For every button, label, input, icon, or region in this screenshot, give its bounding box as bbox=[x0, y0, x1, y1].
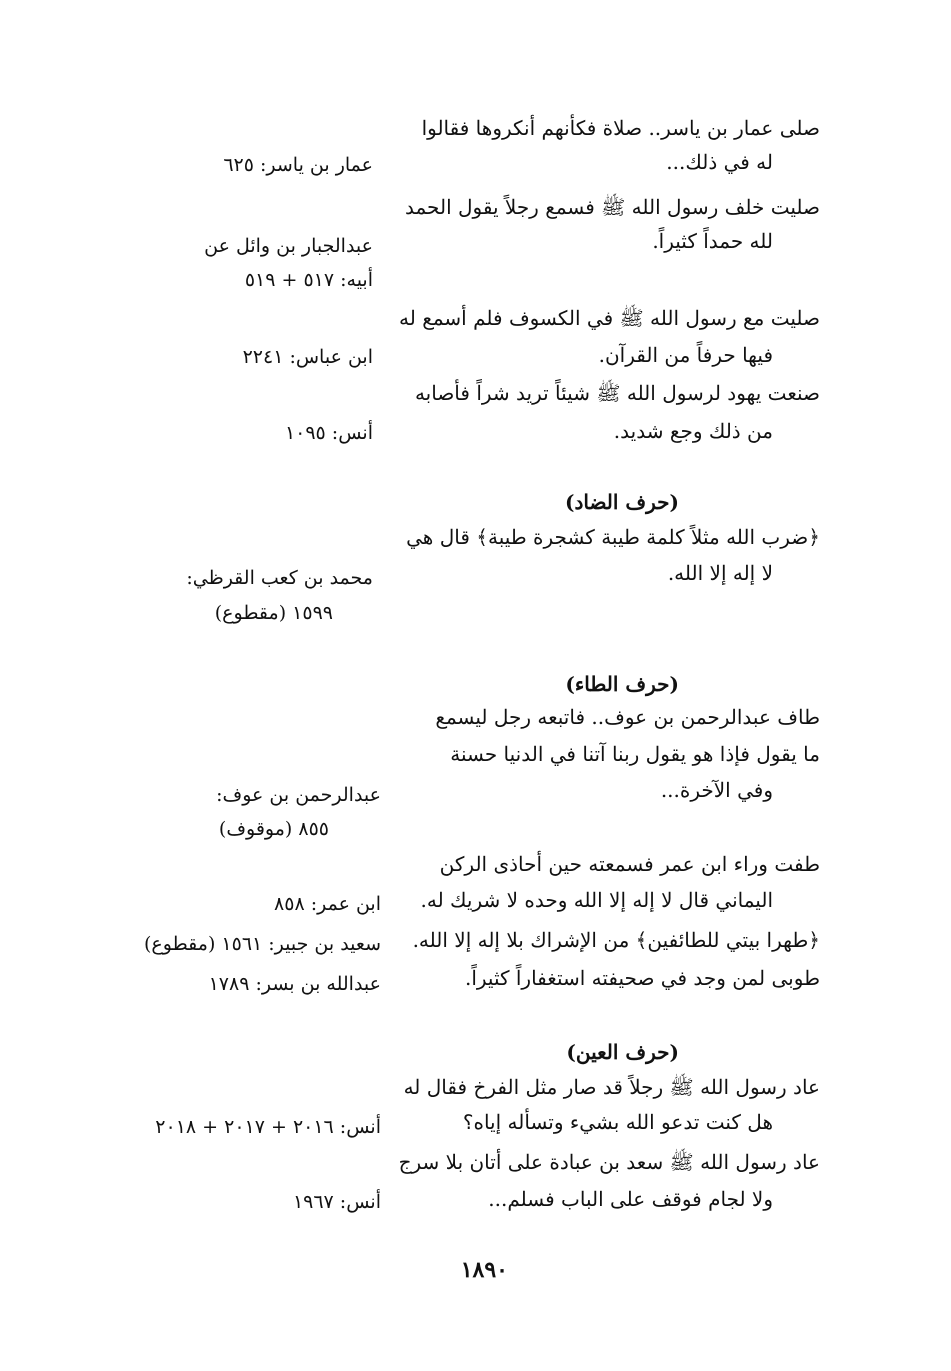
reference-note: ١٥٩٩ (مقطوع) bbox=[214, 602, 333, 624]
reference-note: عبدالرحمن بن عوف: bbox=[216, 784, 381, 806]
reference-note: عبدالجبار بن وائل عن bbox=[204, 235, 373, 257]
section-heading: (حرف العين) bbox=[566, 1040, 679, 1064]
reference-note: عبدالله بن بسر: ١٧٨٩ bbox=[208, 973, 381, 995]
entry-line: اليماني قال لا إله إلا الله وحده لا شريك له. bbox=[420, 888, 773, 912]
entry-line: عاد رسول الله ﷺ رجلاً قد صار مثل الفرخ فقال له bbox=[403, 1075, 820, 1099]
entry-line: صلى عمار بن ياسر.. صلاة فكأنهم أنكروها فقالوا bbox=[421, 116, 820, 140]
entry-line: من ذلك وجع شديد. bbox=[613, 419, 773, 443]
entry-line: لا إله إلا الله. bbox=[667, 561, 773, 585]
reference-note: عمار بن ياسر: ٦٢٥ bbox=[223, 154, 373, 176]
entry-line: ﴿طهرا بيتي للطائفين﴾ من الإشراك بلا إله إلا الله. bbox=[412, 928, 820, 952]
entry-line: طفت وراء ابن عمر فسمعته حين أحاذى الركن bbox=[439, 852, 820, 876]
entry-line: وفي الآخرة... bbox=[660, 778, 773, 802]
reference-note: سعيد بن جبير: ١٥٦١ (مقطوع) bbox=[144, 933, 381, 955]
entry-line: صليت مع رسول الله ﷺ في الكسوف فلم أسمع له bbox=[399, 306, 820, 330]
entry-line: صنعت يهود لرسول الله ﷺ شيئاً تريد شراً فأصابه bbox=[414, 381, 820, 405]
entry-line: ما يقول فإذا هو يقول ربنا آتنا في الدنيا حسنة bbox=[450, 742, 820, 766]
entry-line: لله حمداً كثيراً. bbox=[652, 229, 773, 253]
entry-line: صليت خلف رسول الله ﷺ فسمع رجلاً يقول الحمد bbox=[405, 195, 820, 219]
reference-note: أنس: ١٩٦٧ bbox=[292, 1191, 381, 1213]
entry-line: طوبى لمن وجد في صحيفته استغفاراً كثيراً. bbox=[464, 966, 820, 990]
reference-note: ٨٥٥ (موقوف) bbox=[218, 818, 329, 840]
reference-note: ابن عباس: ٢٢٤١ bbox=[242, 346, 373, 368]
section-heading: (حرف الطاء) bbox=[565, 672, 679, 696]
reference-note: أنس: ٢٠١٦ + ٢٠١٧ + ٢٠١٨ bbox=[155, 1116, 381, 1138]
section-heading: (حرف الضاد) bbox=[564, 490, 679, 514]
entry-line: ولا لجام فوقف على الباب فسلم... bbox=[488, 1187, 773, 1211]
entry-line: عاد رسول الله ﷺ سعد بن عبادة على أتان بلا سرج bbox=[398, 1150, 820, 1174]
page-number: ١٨٩٠ bbox=[460, 1257, 508, 1283]
reference-note: أبيه: ٥١٧ + ٥١٩ bbox=[244, 269, 373, 291]
entry-line: هل كنت تدعو الله بشيء وتسأله إياه؟ bbox=[462, 1110, 773, 1134]
entry-line: طاف عبدالرحمن بن عوف.. فاتبعه رجل ليسمع bbox=[435, 705, 820, 729]
entry-line: له في ذلك... bbox=[666, 150, 773, 174]
entry-line: ﴿ضرب الله مثلاً كلمة طيبة كشجرة طيبة﴾ قال هي bbox=[406, 525, 820, 549]
reference-note: محمد بن كعب القرظي: bbox=[186, 567, 373, 589]
entry-line: فيها حرفاً من القرآن. bbox=[598, 343, 773, 367]
reference-note: أنس: ١٠٩٥ bbox=[284, 422, 373, 444]
reference-note: ابن عمر: ٨٥٨ bbox=[274, 893, 381, 915]
